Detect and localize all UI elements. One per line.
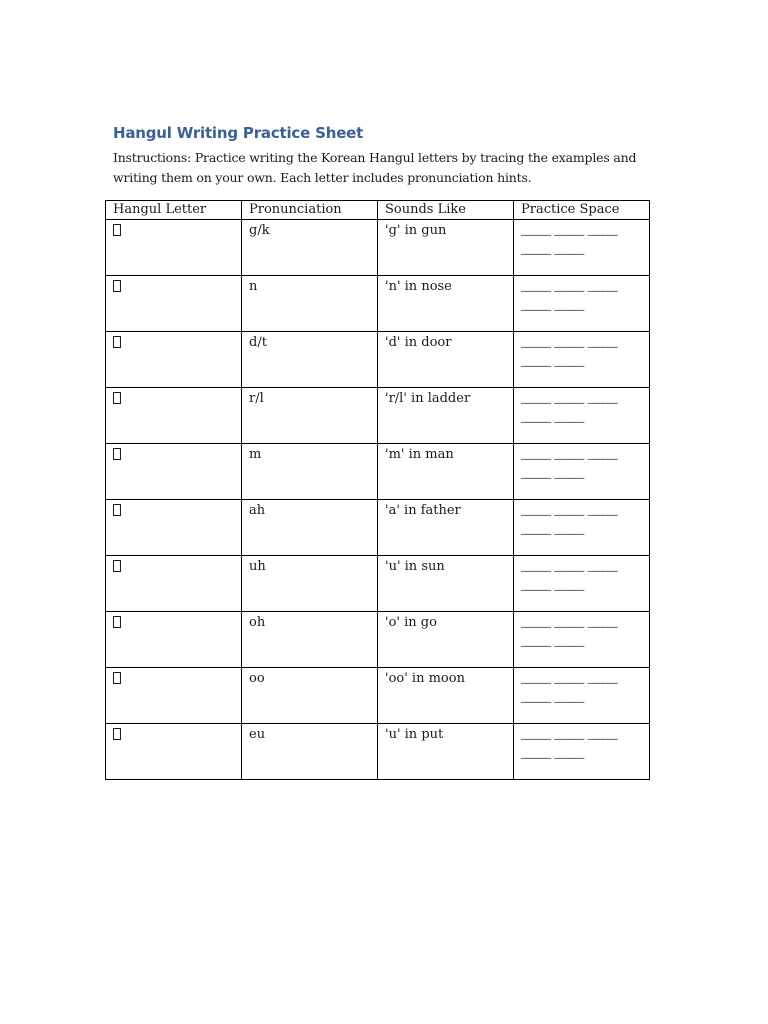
practice-space-cell (514, 500, 650, 556)
practice-space-cell (514, 332, 650, 388)
missing-glyph-box (113, 728, 121, 740)
table-row (106, 724, 650, 780)
practice-space-cell (514, 388, 650, 444)
sounds-like-cell: 'd' in door (378, 332, 514, 388)
practice-space-cell (514, 276, 650, 332)
table-row (106, 500, 650, 556)
table-row (106, 668, 650, 724)
missing-glyph-box (113, 336, 121, 348)
table-body (106, 220, 650, 780)
hangul-letter-cell (106, 500, 242, 556)
practice-space-cell (514, 556, 650, 612)
hangul-letter-cell (106, 388, 242, 444)
pronunciation-cell: uh (242, 556, 378, 612)
practice-space-cell (514, 668, 650, 724)
table-row (106, 388, 650, 444)
header-hangul-letter: Hangul Letter (106, 201, 242, 220)
table-header-row (106, 201, 650, 220)
missing-glyph-box (113, 504, 121, 516)
practice-space-cell (514, 724, 650, 780)
sounds-like-cell: 'u' in sun (378, 556, 514, 612)
sounds-like-cell: 'g' in gun (378, 220, 514, 276)
table-row (106, 276, 650, 332)
practice-blank-lines: ______ ______ ______ ______ ______ (521, 615, 617, 647)
missing-glyph-box (113, 616, 121, 628)
hangul-letter-cell (106, 556, 242, 612)
missing-glyph-box (113, 672, 121, 684)
page-title: Hangul Writing Practice Sheet (113, 124, 364, 142)
header-sounds-like: Sounds Like (378, 201, 514, 220)
hangul-letter-cell (106, 276, 242, 332)
hangul-letter-cell (106, 220, 242, 276)
table-row (106, 556, 650, 612)
hangul-letter-cell (106, 612, 242, 668)
instructions-text: Instructions: Practice writing the Korean Hangul letters by tracing the examples and writing them on your own. Each letter includes pronunciation hints. (113, 150, 637, 185)
hangul-letter-cell (106, 724, 242, 780)
practice-space-cell (514, 612, 650, 668)
practice-blank-lines: ______ ______ ______ ______ ______ (521, 279, 617, 311)
header-practice-space: Practice Space (514, 201, 650, 220)
sounds-like-cell: 'a' in father (378, 500, 514, 556)
practice-blank-lines: ______ ______ ______ ______ ______ (521, 335, 617, 367)
hangul-letter-cell (106, 332, 242, 388)
missing-glyph-box (113, 224, 121, 236)
practice-blank-lines: ______ ______ ______ ______ ______ (521, 391, 617, 423)
sounds-like-cell: 'u' in put (378, 724, 514, 780)
sounds-like-cell: 'oo' in moon (378, 668, 514, 724)
table-row (106, 332, 650, 388)
sounds-like-cell: 'r/l' in ladder (378, 388, 514, 444)
sounds-like-cell: 'o' in go (378, 612, 514, 668)
practice-blank-lines: ______ ______ ______ ______ ______ (521, 727, 617, 759)
pronunciation-cell: g/k (242, 220, 378, 276)
sounds-like-cell: 'm' in man (378, 444, 514, 500)
missing-glyph-box (113, 448, 121, 460)
table-row (106, 444, 650, 500)
hangul-letter-cell (106, 668, 242, 724)
hangul-letter-cell (106, 444, 242, 500)
pronunciation-cell: n (242, 276, 378, 332)
pronunciation-cell: r/l (242, 388, 378, 444)
pronunciation-cell: m (242, 444, 378, 500)
table-row (106, 220, 650, 276)
practice-blank-lines: ______ ______ ______ ______ ______ (521, 671, 617, 703)
header-pronunciation: Pronunciation (242, 201, 378, 220)
missing-glyph-box (113, 560, 121, 572)
practice-space-cell (514, 220, 650, 276)
pronunciation-cell: oo (242, 668, 378, 724)
missing-glyph-box (113, 280, 121, 292)
pronunciation-cell: ah (242, 500, 378, 556)
pronunciation-cell: eu (242, 724, 378, 780)
practice-table (105, 200, 650, 780)
practice-space-cell (514, 444, 650, 500)
sounds-like-cell: 'n' in nose (378, 276, 514, 332)
practice-blank-lines: ______ ______ ______ ______ ______ (521, 447, 617, 479)
practice-blank-lines: ______ ______ ______ ______ ______ (521, 223, 617, 255)
pronunciation-cell: d/t (242, 332, 378, 388)
missing-glyph-box (113, 392, 121, 404)
practice-blank-lines: ______ ______ ______ ______ ______ (521, 503, 617, 535)
pronunciation-cell: oh (242, 612, 378, 668)
practice-blank-lines: ______ ______ ______ ______ ______ (521, 559, 617, 591)
table-row (106, 612, 650, 668)
